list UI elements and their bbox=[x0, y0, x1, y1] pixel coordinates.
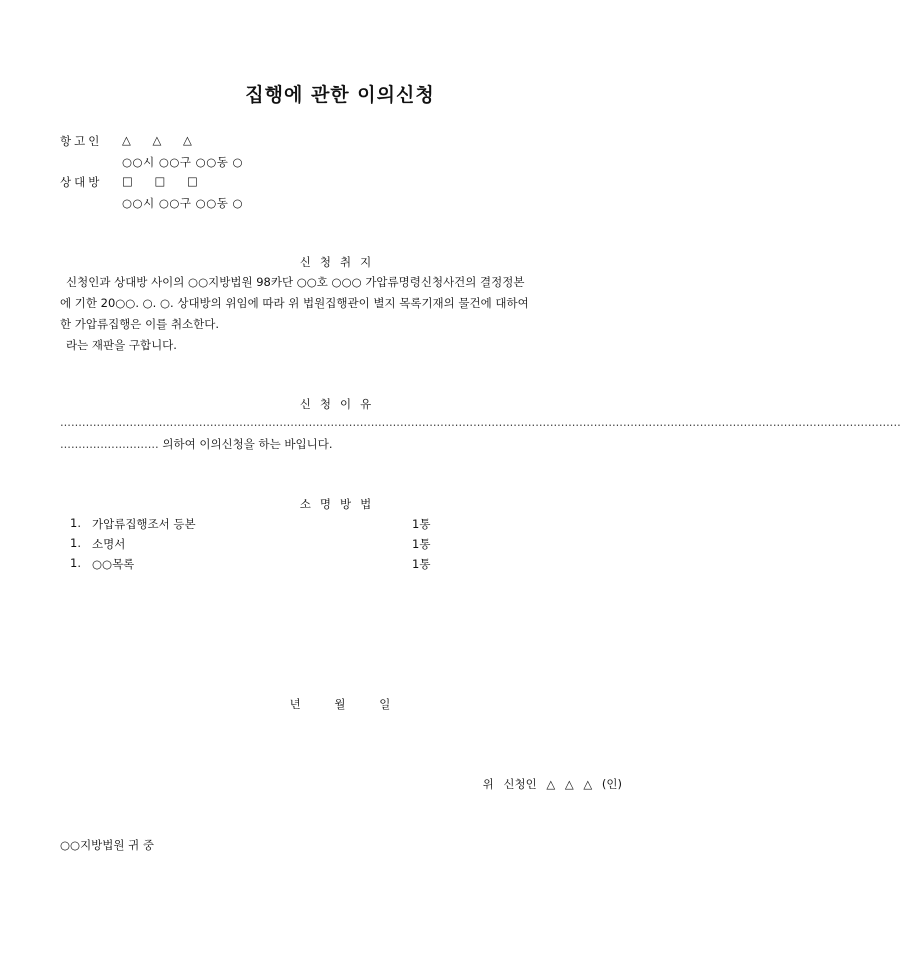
respondent-address: ○○시 ○○구 ○○동 ○ bbox=[122, 196, 244, 210]
document-title: 집행에 관한 이의신청 bbox=[245, 84, 435, 106]
evidence-item-3-num: 1. bbox=[70, 556, 81, 570]
evidence-item-1-num: 1. bbox=[70, 516, 81, 530]
evidence-item-2-count: 1통 bbox=[412, 537, 431, 551]
evidence-item-1-count: 1통 bbox=[412, 517, 431, 531]
appellant-name: △ △ △ bbox=[122, 133, 194, 147]
court-addressee: ○○지방법원 귀 중 bbox=[60, 838, 155, 852]
purpose-closing: 라는 재판을 구합니다. bbox=[66, 338, 177, 352]
reason-final-line bbox=[60, 436, 333, 452]
appellant-label: 항고인 bbox=[60, 134, 103, 148]
appellant-address: ○○시 ○○구 ○○동 ○ bbox=[122, 155, 244, 169]
reason-ending: 의하여 이의신청을 하는 바입니다. bbox=[162, 437, 333, 451]
reason-heading: 신청이유 bbox=[299, 397, 381, 411]
purpose-line-1: 신청인과 상대방 사이의 ○○지방법원 98카단 ○○호 ○○○ 가압류명령신청사건의 결정정본 bbox=[66, 275, 525, 289]
date-line: 년 월 일 bbox=[289, 697, 391, 711]
respondent-name: □ □ □ bbox=[122, 174, 200, 188]
evidence-heading: 소명방법 bbox=[299, 497, 381, 511]
evidence-item-2-num: 1. bbox=[70, 536, 81, 550]
evidence-item-2-name: 소명서 bbox=[92, 537, 126, 551]
purpose-line-2: 에 기한 20○○. ○. ○. 상대방의 위임에 따라 위 법원집행관이 별지 목록기재의 물건에 대하여 bbox=[60, 296, 529, 310]
applicant-signature: 위 신청인 △ △ △ (인) bbox=[482, 777, 622, 791]
evidence-item-3-count: 1통 bbox=[412, 557, 431, 571]
purpose-heading: 신청취지 bbox=[299, 255, 381, 269]
respondent-label: 상대방 bbox=[60, 175, 103, 189]
evidence-item-3-name: ○○목록 bbox=[92, 557, 135, 571]
reason-dotted-lead: ........................... bbox=[60, 437, 159, 451]
purpose-line-3: 한 가압류집행은 이를 취소한다. bbox=[60, 317, 220, 331]
evidence-item-1-name: 가압류집행조서 등본 bbox=[92, 517, 196, 531]
reason-dotted-line: ...................................................................................................................................................................................................................................... bbox=[60, 415, 901, 429]
